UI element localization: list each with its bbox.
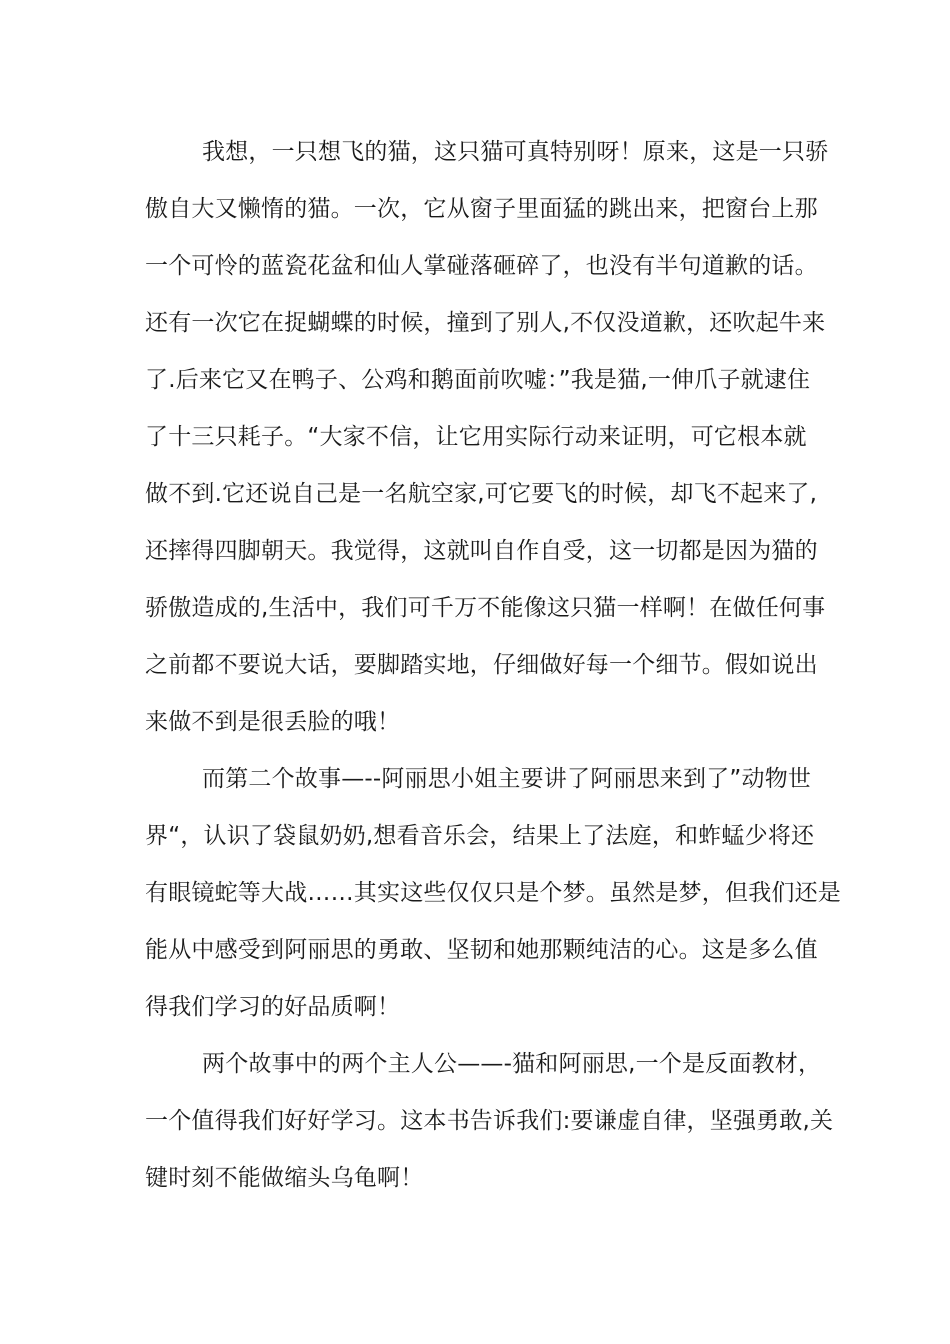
paragraph-2-line-3: 有眼镜蛇等大战……其实这些仅仅只是个梦。虽然是梦，但我们还是	[145, 880, 841, 906]
paragraph-1-line-9: 骄傲造成的,生活中，我们可千万不能像这只猫一样啊！在做任何事	[145, 595, 826, 621]
paragraph-3-line-1: 两个故事中的两个主人公——-猫和阿丽思,一个是反面教材，	[202, 1051, 822, 1077]
paragraph-2-line-2: 界“，认识了袋鼠奶奶,想看音乐会，结果上了法庭，和蚱蜢少将还	[145, 823, 815, 849]
paragraph-1-line-3: 一个可怜的蓝瓷花盆和仙人掌碰落砸碎了，也没有半句道歉的话。	[145, 253, 818, 279]
paragraph-3-line-3: 键时刻不能做缩头乌龟啊！	[145, 1165, 424, 1191]
paragraph-1-line-1: 我想，一只想飞的猫，这只猫可真特别呀！原来，这是一只骄	[202, 139, 829, 165]
paragraph-2-line-5: 得我们学习的好品质啊！	[145, 994, 401, 1020]
paragraph-1-line-7: 做不到.它还说自己是一名航空家,可它要飞的时候，却飞不起来了,	[145, 481, 818, 507]
paragraph-1-line-11: 来做不到是很丢脸的哦！	[145, 709, 401, 735]
paragraph-1-line-5: 了.后来它又在鸭子、公鸡和鹅面前吹嘘：”我是猫,一伸爪子就逮住	[145, 367, 811, 393]
paragraph-2-line-1: 而第二个故事—--阿丽思小姐主要讲了阿丽思来到了”动物世	[202, 766, 812, 792]
paragraph-1-line-2: 傲自大又懒惰的猫。一次，它从窗子里面猛的跳出来，把窗台上那	[145, 196, 818, 222]
paragraph-1-line-4: 还有一次它在捉蝴蝶的时候，撞到了别人,不仅没道歉，还吹起牛来	[145, 310, 826, 336]
paragraph-1-line-6: 了十三只耗子。“大家不信，让它用实际行动来证明，可它根本就	[145, 424, 807, 450]
paragraph-1-line-10: 之前都不要说大话，要脚踏实地，仔细做好每一个细节。假如说出	[145, 652, 818, 678]
paragraph-3-line-2: 一个值得我们好好学习。这本书告诉我们:要谦虚自律，坚强勇敢,关	[145, 1108, 834, 1134]
paragraph-1-line-8: 还摔得四脚朝天。我觉得，这就叫自作自受，这一切都是因为猫的	[145, 538, 818, 564]
paragraph-2-line-4: 能从中感受到阿丽思的勇敢、坚韧和她那颗纯洁的心。这是多么值	[145, 937, 818, 963]
